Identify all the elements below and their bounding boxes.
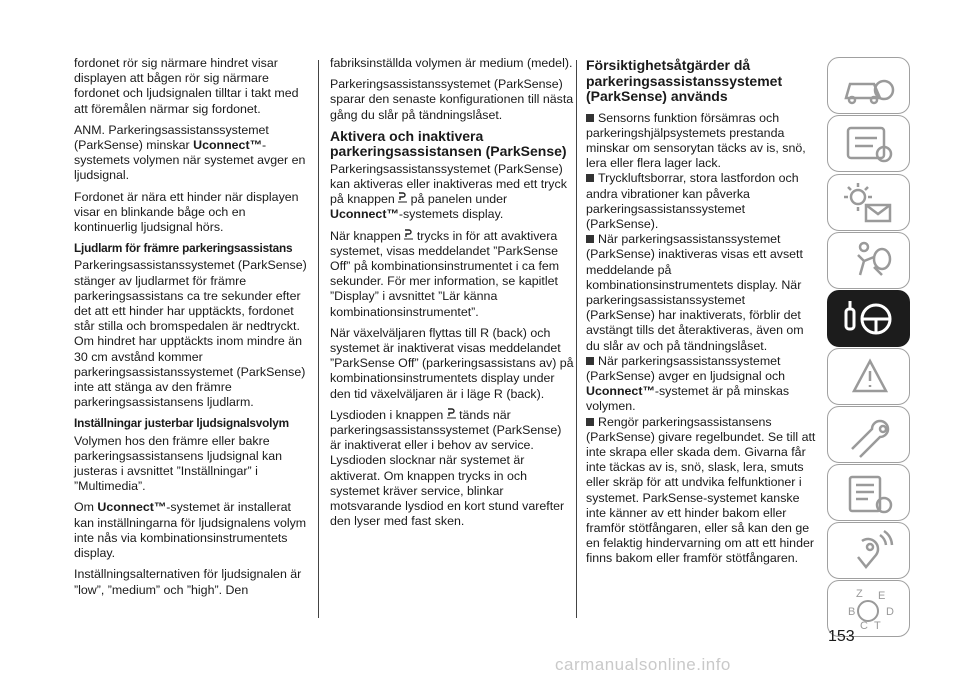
subheading: Ljudlarm för främre parkeringsassistans (74, 241, 293, 256)
paragraph: Inställningsalternativen för ljudsignalen är ”low”, ”medium” och ”high”. Den (74, 567, 302, 597)
bullet-square-icon (586, 235, 594, 243)
bullet-square-icon (586, 357, 594, 365)
paragraph: När växelväljaren flyttas till R (back) och systemet är inaktiverat visas meddelandet ”ParkSense Off” (parkeringsassistans av) på kombinationsinstrumentets display under den tid växelväljaren är i läge R (back). (330, 325, 574, 401)
section-heading: Aktivera och inaktivera parkeringsassistansen (ParkSense) (330, 127, 567, 160)
index-letter: B (848, 606, 856, 618)
parksense-button-icon (398, 192, 407, 203)
warning-lights-icon (828, 175, 911, 232)
bullet-item: När parkeringsassistanssystemet (ParkSense) inaktiveras visas ett avsett meddelande på kombinationsinstrumentets display. När parkeringsassistanssystemet (ParkSense) har inaktiverats, förblir det avstängt tills det återaktiveras, även om du slår av och på tändningslåset. (586, 232, 804, 353)
column-divider (318, 60, 319, 618)
chapter-tab-car-interior[interactable] (827, 57, 910, 114)
chapter-tab-service[interactable] (827, 406, 910, 463)
key-steering-wheel-icon (828, 291, 911, 348)
section-heading: Försiktighetsåtgärder då parkeringsassistanssystemet (ParkSense) används (586, 57, 783, 104)
index-letter: C (860, 620, 868, 632)
bullet-item: Rengör parkeringsassistansens (ParkSense) givare regelbundet. Se till att inte skrapa eller skada dem. Givarna får inte täckas av is, snö, slask, lera, smuts eller skräp för att undvika felfunktioner i systemet. ParkSense-systemet kanske inte känner av ett hinder bakom eller framför stötfångaren, eller så kan den ge en felaktig hindervarning om att ett hinder finns bakom eller framför stötfångaren. (586, 414, 816, 566)
watermark: carmanualsonline.info (555, 655, 731, 674)
chapter-tab-warning-lights[interactable] (827, 174, 910, 231)
chapter-tab-dashboard[interactable] (827, 115, 910, 172)
index-letter: D (886, 606, 894, 618)
paragraph: ANM. Parkeringsassistanssystemet (ParkSense) minskar Uconnect™-systemets volymen när systemet avger en ljudsignal. (74, 122, 306, 183)
paragraph: Parkeringsassistanssystemet (ParkSense) kan aktiveras eller inaktiveras med ett tryck på knappen på panelen under Uconnect™-systemets display. (330, 161, 567, 222)
paragraph: Volymen hos den främre eller bakre parkeringsassistansens ljudsignal kan justeras i avsnittet ”Inställningar” i ”Multimedia”. (74, 433, 283, 494)
index-letter: T (874, 620, 881, 632)
index-letter: Z (856, 588, 863, 600)
index-letter: E (878, 590, 886, 602)
multimedia-icon (828, 523, 911, 580)
bullet-item: Tryckluftsborrar, stora lastfordon och andra vibrationer kan påverka parkeringsassistanssystemet (ParkSense). (586, 171, 799, 231)
breakdown-warning-icon (828, 349, 911, 406)
bullet-item: När parkeringsassistanssystemet (ParkSense) avger en ljudsignal och Uconnect™-systemet är på minskas volymen. (586, 353, 790, 414)
text-column-2 (330, 56, 574, 535)
bullet-square-icon (586, 174, 594, 182)
text-column-1 (74, 56, 308, 604)
technical-data-icon (828, 465, 911, 522)
paragraph: fabriksinställda volymen är medium (medel). (330, 56, 573, 70)
chapter-tab-multimedia[interactable] (827, 522, 910, 579)
bullet-square-icon (586, 114, 594, 122)
paragraph: Lysdioden i knappen tänds när parkeringsassistanssystemet (ParkSense) är inaktiverat eller i behov av service. Lysdioden slocknar när systemet är aktiverat. Om knappen trycks in och systemet kräver service, blinkar motsvarande lysdiod en kort stund varefter den lyser med fast sken. (330, 407, 565, 529)
subheading: Inställningar justerbar ljudsignalsvolym (74, 416, 289, 431)
chapter-tab-safety[interactable] (827, 232, 910, 289)
page-number: 153 (828, 628, 855, 645)
bullet-square-icon (586, 418, 594, 426)
chapter-tab-technical-data[interactable] (827, 464, 910, 521)
paragraph: Parkeringsassistanssystemet (ParkSense) sparar den senaste konfigurationen till nästa gång du slår på tändningslåset. (330, 77, 574, 122)
car-interior-icon (828, 58, 911, 115)
dashboard-info-icon (828, 116, 911, 173)
column-divider (576, 60, 577, 618)
paragraph: fordonet rör sig närmare hindret visar displayen att bågen rör sig närmare fordonet och ljudsignalen tilltar i takt med att föremålen närmar sig fordonet. (74, 56, 299, 116)
paragraph: Parkeringsassistanssystemet (ParkSense) stänger av ljudlarmet för främre parkeringsassistans ca tre sekunder efter det att ett hinder har upptäckts, fordonet står stilla och bromspedalen är nedtryckt. Om hindret har upptäckts inom mindre än 30 cm avstånd kommer parkeringsassistanssystemet (ParkSense) inte att stänga av den främre parkeringsassistansens ljudlarm. (74, 258, 307, 410)
paragraph: Om Uconnect™-systemet är installerat kan inställningarna för ljudsignalens volym inte nås via kombinationsinstrumentets display. (74, 500, 307, 561)
bullet-item: Sensorns funktion försämras och parkeringshjälpsystemets prestanda minskar om sensorytan täcks av is, snö, lera eller flera lager lack. (586, 110, 806, 171)
chapter-tab-starting-driving[interactable] (827, 290, 910, 347)
paragraph: När knappen trycks in för att avaktivera systemet, visas meddelandet ”ParkSense Off” på kombinationsinstrumentet i ca fem sekunder. För mer information, se kapitlet ”Display” i avsnittet ”Lär känna kombinationsinstrumentet”. (330, 228, 560, 319)
wrench-maintenance-icon (828, 407, 911, 464)
parksense-button-icon (447, 408, 456, 419)
text-column-3 (586, 56, 816, 567)
chapter-tab-emergency[interactable] (827, 348, 910, 405)
paragraph: Fordonet är nära ett hinder när displayen visar en blinkande båge och en kontinuerlig ljudsignal hörs. (74, 189, 299, 235)
airbag-safety-icon (828, 233, 911, 290)
